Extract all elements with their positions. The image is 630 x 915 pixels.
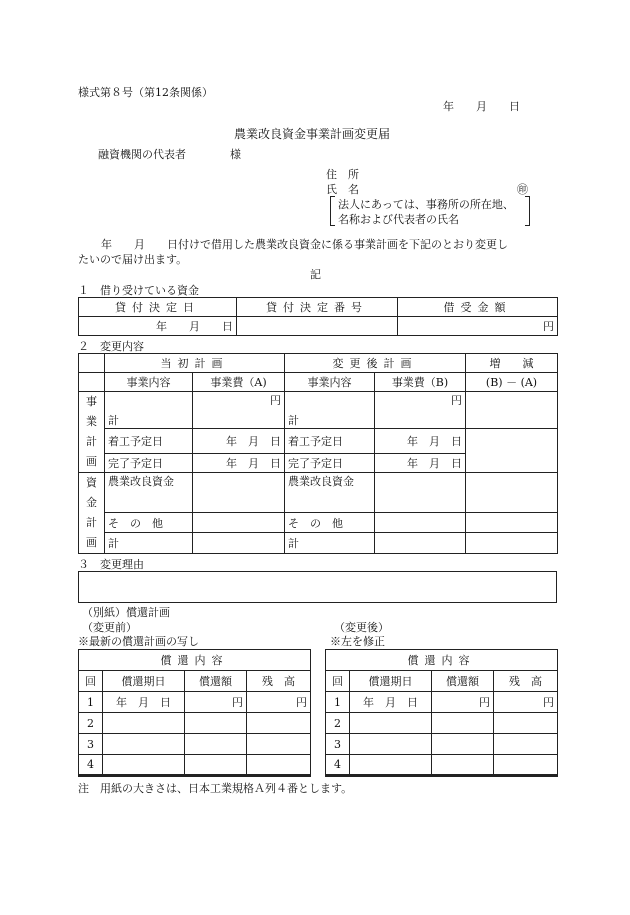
col-amount-before: 償還額 [185,671,247,692]
repay-table-after [325,649,558,777]
diff-header: 増 減 [466,354,558,373]
due-ymd-after: 年 月 日 [350,692,432,713]
document-title: 農業改良資金事業計画変更届 [234,127,391,141]
changed-cost-header: 事業費（B) [375,373,466,392]
section1-heading: １ 借り受けている資金 [78,284,199,297]
corp-note-line1: 法人にあっては、事務所の所在地、 [338,198,514,211]
changed-fund: 農業改良資金 [285,473,375,513]
changed-end-ymd: 年 月 日 [375,454,466,473]
corp-note-line2: 名称および代表者の氏名 [338,213,459,226]
col-amount-after: 償還額 [432,671,494,692]
repay-content-header-after: 償還内容 [326,650,558,671]
amount-yen-after: 円 [432,692,494,713]
corner-cell [79,354,105,373]
date-field: 年 月 日 [443,100,520,113]
initial-start-label: 着工予定日 [105,429,193,454]
amount-yen-before: 円 [185,692,247,713]
row-no-before: 1 [79,692,103,713]
col-no-before: 回 [79,671,103,692]
body-text-line1: 年 月 日付けで借用した農業改良資金に係る事業計画を下記のとおり変更し [90,238,508,251]
row-no-before: 3 [79,734,103,755]
right-bracket [525,196,530,226]
changed-total: 計 [285,392,375,429]
loan-date-value: 年 月 日 [79,317,237,336]
changed-other-amount [375,512,466,533]
loan-number-value [237,317,398,336]
left-bracket [330,196,335,226]
seal-mark: ㊞ [517,183,528,196]
col-no-after: 回 [326,671,350,692]
section3-heading: ３ 変更理由 [78,558,144,571]
changed-fund-total-amount [375,533,466,554]
initial-cost-header: 事業費（A) [193,373,285,392]
initial-content-header: 事業内容 [105,373,193,392]
changed-fund-amount [375,473,466,513]
diff-fund [466,473,558,513]
row-no-before: 4 [79,755,103,776]
addressee: 融資機関の代表者 様 [98,148,241,161]
changed-end-label: 完了予定日 [285,454,375,473]
row-no-after: 2 [326,713,350,734]
before-note: ※最新の償還計画の写し [78,635,199,648]
loan-table [78,297,558,336]
body-text-line2: たいので届け出ます。 [78,253,188,266]
diff-other [466,512,558,533]
changed-start-label: 着工予定日 [285,429,375,454]
diff-cell-1 [466,392,558,429]
diff-formula: (B) － (A) [466,373,558,392]
biz-plan-label: 事 業 計 画 [79,392,105,473]
repay-content-header-before: 償還内容 [79,650,311,671]
changed-content-header: 事業内容 [285,373,375,392]
balance-yen-before: 円 [247,692,311,713]
name-label: 氏 名 [326,183,359,196]
diff-fund-total [466,533,558,554]
change-reason-box [78,571,557,603]
col-loan-number: 貸付決定番号 [237,298,398,317]
changed-yen: 円 [375,392,466,429]
col-due-before: 償還期日 [103,671,185,692]
row-no-before: 2 [79,713,103,734]
loan-amount-unit: 円 [398,317,558,336]
initial-fund-total-amount [193,533,285,554]
changed-plan-header: 変更後計画 [285,354,466,373]
changed-fund-total: 計 [285,533,375,554]
initial-end-ymd: 年 月 日 [193,454,285,473]
row-no-after: 1 [326,692,350,713]
col-balance-before: 残 高 [247,671,311,692]
section2-heading: ２ 変更内容 [78,340,144,353]
address-label: 住 所 [326,168,359,181]
initial-total: 計 [105,392,193,429]
initial-end-label: 完了予定日 [105,454,193,473]
row-no-after: 3 [326,734,350,755]
col-due-after: 償還期日 [350,671,432,692]
changed-start-ymd: 年 月 日 [375,429,466,454]
changed-other: そ の 他 [285,512,375,533]
appendix-heading: （別紙）償還計画 [82,606,170,619]
after-note: ※左を修正 [330,635,385,648]
initial-fund-amount [193,473,285,513]
initial-fund-total: 計 [105,533,193,554]
before-label: （変更前） [82,621,137,634]
col-balance-after: 残 高 [494,671,558,692]
initial-yen: 円 [193,392,285,429]
balance-yen-after: 円 [494,692,558,713]
row-no-after: 4 [326,755,350,776]
change-table [78,353,558,554]
initial-plan-header: 当初計画 [105,354,285,373]
col-loan-amount: 借受金額 [398,298,558,317]
diff-cell-2 [466,429,558,473]
initial-start-ymd: 年 月 日 [193,429,285,454]
repay-table-before [78,649,311,777]
form-number: 様式第８号（第12条関係） [78,86,213,99]
corner-cell-2 [79,373,105,392]
initial-other: そ の 他 [105,512,193,533]
initial-fund: 農業改良資金 [105,473,193,513]
initial-other-amount [193,512,285,533]
after-label: （変更後） [334,621,389,634]
col-loan-date: 貸付決定日 [79,298,237,317]
due-ymd-before: 年 月 日 [103,692,185,713]
ki-marker: 記 [310,268,321,281]
footnote: 注 用紙の大きさは、日本工業規格Ａ列４番とします。 [78,782,353,795]
fund-plan-label: 資 金 計 画 [79,473,105,554]
